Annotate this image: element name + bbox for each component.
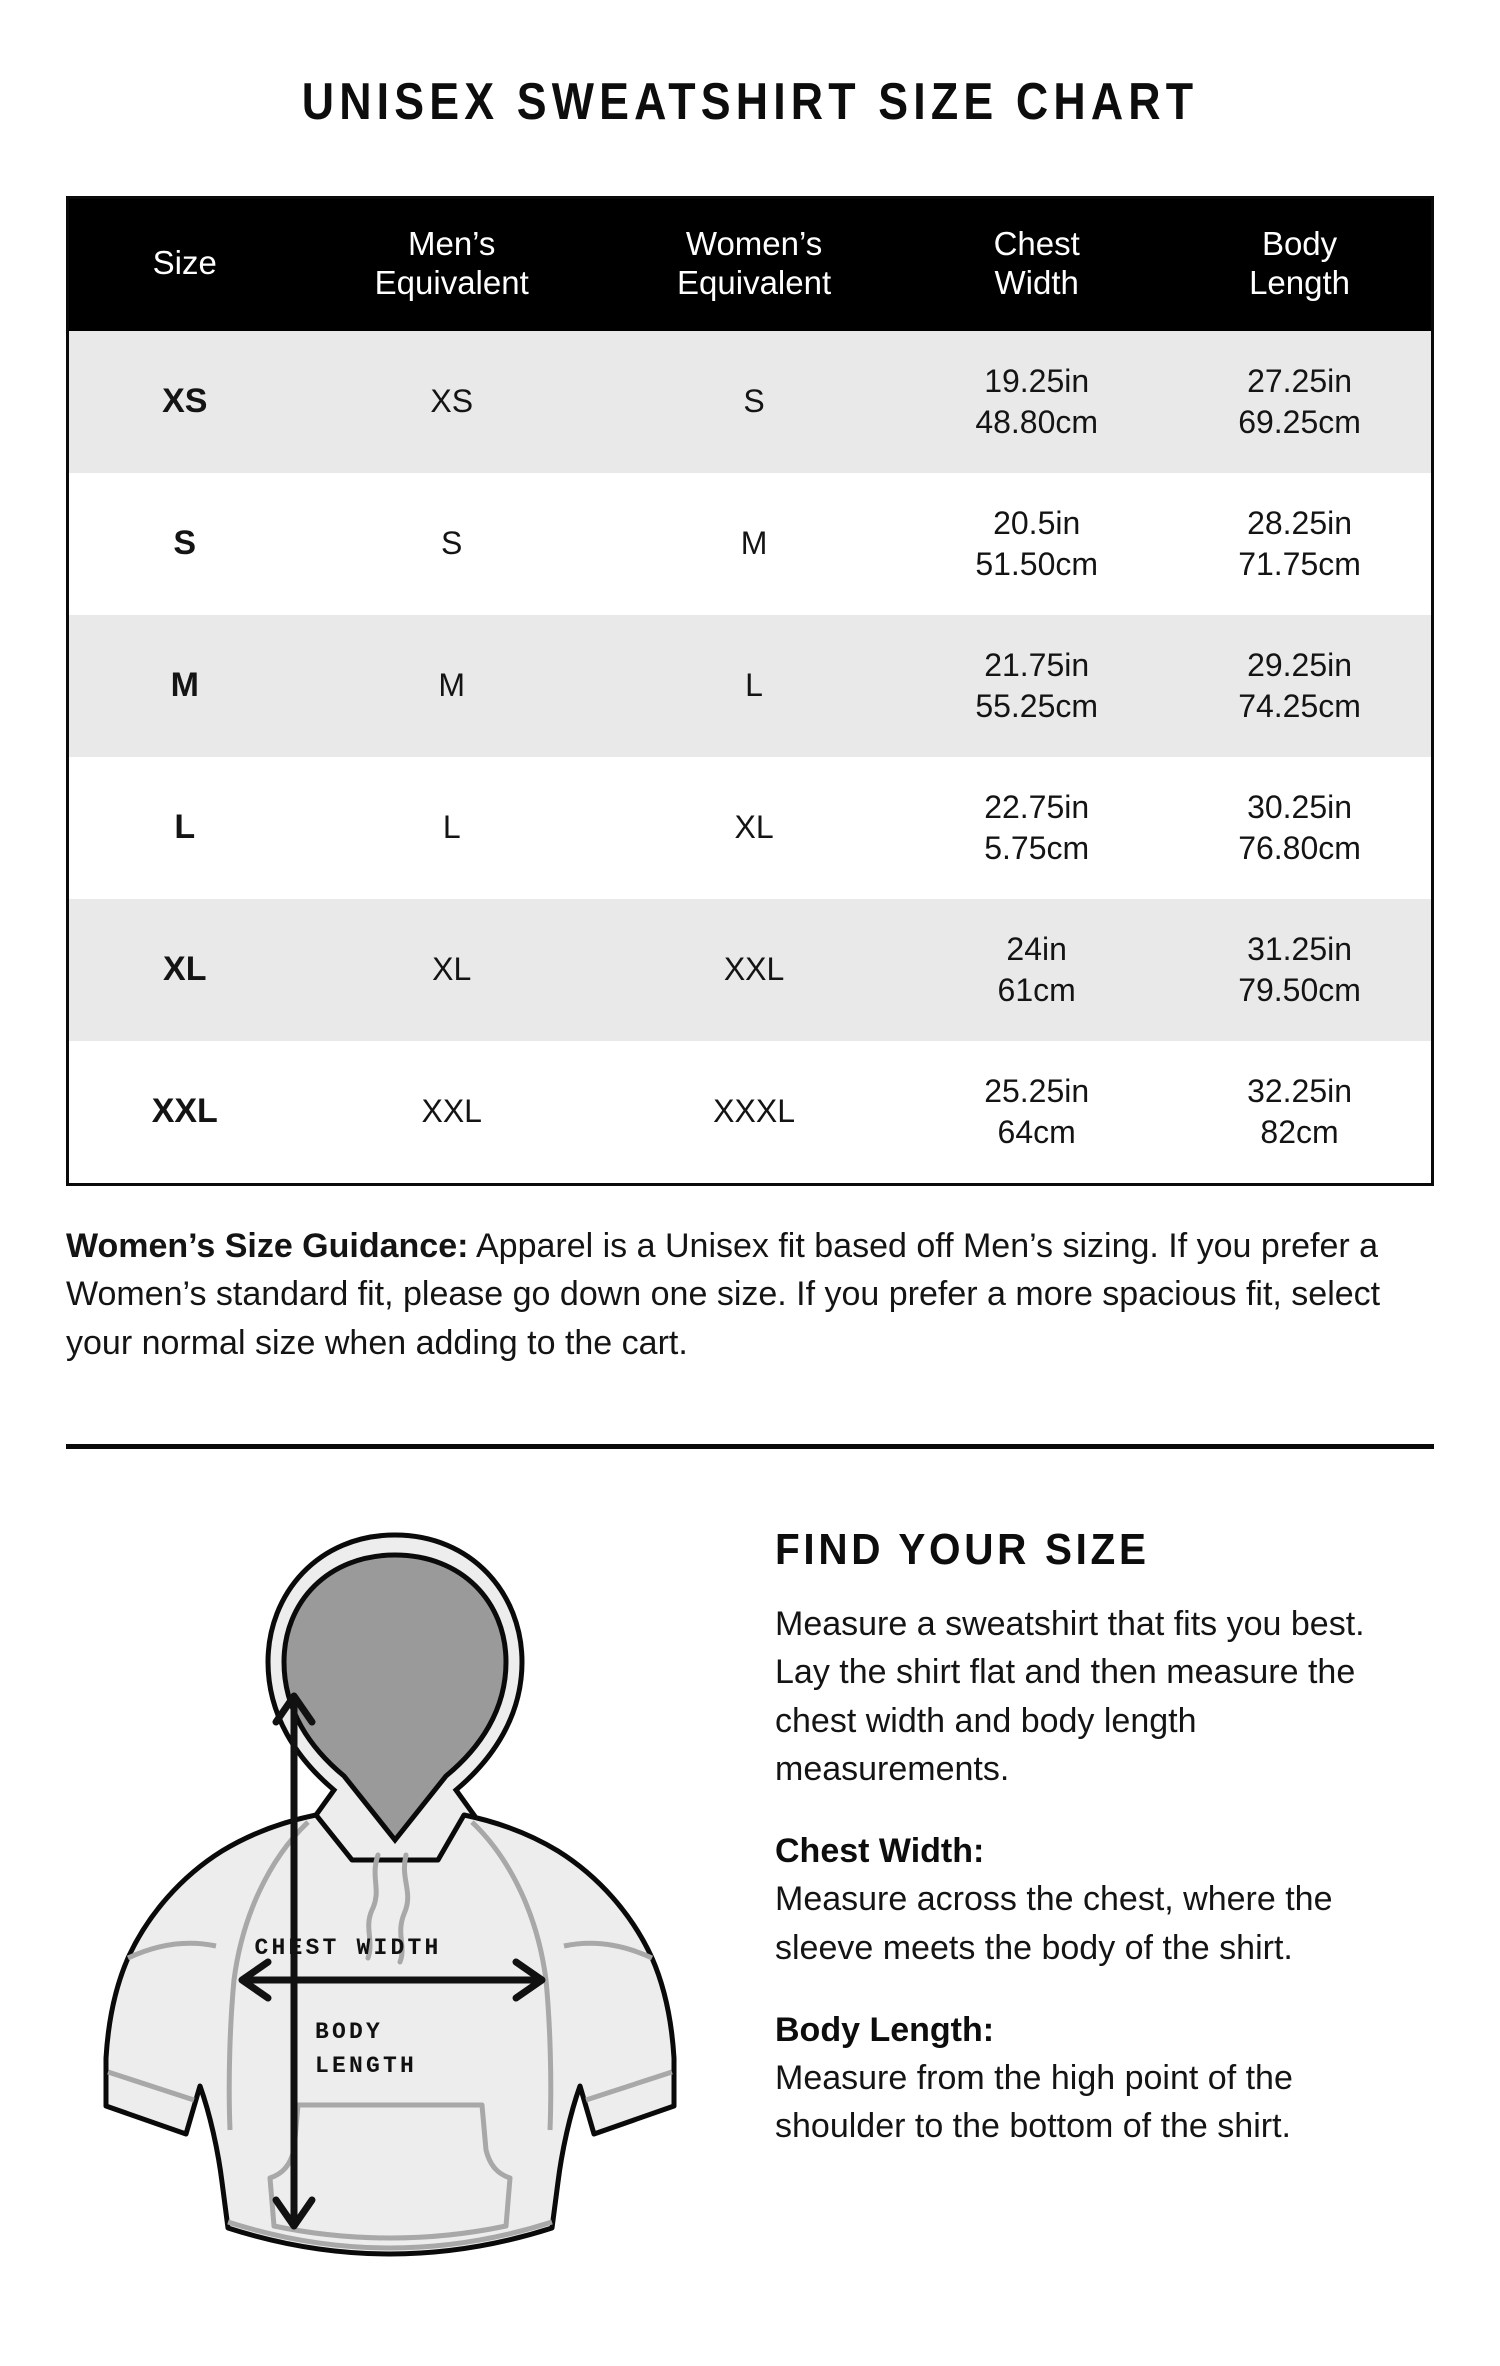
table-row bbox=[69, 473, 1431, 615]
find-your-size-heading: FIND YOUR SIZE bbox=[775, 1525, 1150, 1574]
column-header-body-line2: Length bbox=[1249, 263, 1351, 301]
cell-body-cm: 82cm bbox=[1260, 1113, 1339, 1150]
cell-chest-cm: 51.50cm bbox=[975, 545, 1099, 582]
cell-mens: XL bbox=[301, 899, 603, 1041]
body-length-label: Body Length: bbox=[775, 2010, 995, 2049]
womens-size-guidance bbox=[66, 1222, 1446, 1367]
cell-womens: XL bbox=[734, 809, 774, 846]
cell-chest-width bbox=[905, 615, 1168, 757]
table-row bbox=[69, 331, 1431, 473]
find-your-size-section bbox=[0, 1500, 1500, 2330]
cell-womens: XXL bbox=[603, 899, 905, 1041]
cell-body-length bbox=[1168, 615, 1431, 757]
page-title: UNISEX SWEATSHIRT SIZE CHART bbox=[301, 73, 1199, 131]
cell-body-inches: 28.25in bbox=[1247, 504, 1353, 541]
size-chart-table bbox=[66, 196, 1434, 1186]
cell-chest-inches: 24in bbox=[1006, 930, 1067, 967]
column-header-womens-line1: Women’s bbox=[685, 225, 823, 262]
hoodie-diagram bbox=[70, 1510, 710, 2300]
cell-mens: S bbox=[441, 525, 463, 562]
cell-body-inches: 31.25in bbox=[1247, 930, 1353, 967]
cell-chest-width bbox=[905, 473, 1168, 615]
cell-womens: L bbox=[603, 615, 905, 757]
column-header-mens-line1: Men’s bbox=[407, 225, 496, 262]
cell-body-length bbox=[1168, 473, 1431, 615]
cell-chest-inches: 25.25in bbox=[984, 1072, 1090, 1109]
table-row bbox=[69, 1041, 1431, 1183]
cell-mens: M bbox=[301, 615, 603, 757]
cell-chest-width bbox=[905, 757, 1168, 899]
cell-body-cm: 79.50cm bbox=[1238, 971, 1361, 1008]
cell-size: S bbox=[173, 524, 197, 563]
body-length-caption-line2: LENGTH bbox=[315, 2053, 418, 2079]
find-your-size-text bbox=[775, 1525, 1435, 2181]
cell-size: XS bbox=[69, 331, 301, 473]
cell-chest-inches: 21.75in bbox=[984, 646, 1090, 683]
column-header-size bbox=[69, 199, 301, 331]
column-header-chest-width bbox=[905, 199, 1168, 331]
table-row bbox=[69, 615, 1431, 757]
cell-chest-cm: 48.80cm bbox=[975, 403, 1099, 440]
cell-body-cm: 71.75cm bbox=[1238, 545, 1361, 582]
body-length-description: Measure from the high point of the shoulder to the bottom of the shirt. bbox=[775, 2059, 1293, 2146]
column-header-mens-line2: Equivalent bbox=[374, 263, 529, 301]
hood-interior bbox=[284, 1555, 506, 1840]
cell-body-inches: 29.25in bbox=[1247, 646, 1353, 683]
cell-chest-cm: 64cm bbox=[997, 1113, 1076, 1150]
cell-chest-inches: 19.25in bbox=[984, 362, 1090, 399]
womens-size-guidance-label: Women’s Size Guidance: bbox=[66, 1227, 469, 1265]
cell-mens: XXL bbox=[421, 1093, 482, 1130]
column-header-body-length bbox=[1168, 199, 1431, 331]
column-header-body-line1: Body bbox=[1261, 225, 1338, 262]
table-header-row bbox=[69, 199, 1431, 331]
cell-size: M bbox=[69, 615, 301, 757]
cell-chest-inches: 20.5in bbox=[993, 504, 1081, 541]
womens-size-guidance-text: Apparel is a Unisex fit based off Men’s sizing. If you prefer a Women’s standard fit, please go down one size. If you prefer a more spacious fit, select your normal size when adding to the cart. bbox=[66, 1227, 1381, 1362]
column-header-mens-equivalent bbox=[301, 199, 603, 331]
cell-chest-width bbox=[905, 331, 1168, 473]
cell-womens: S bbox=[603, 331, 905, 473]
find-your-size-intro: Measure a sweatshirt that fits you best. Lay the shirt flat and then measure the chest width and body length measurements. bbox=[775, 1605, 1365, 1788]
cell-chest-inches: 22.75in bbox=[984, 788, 1090, 825]
body-length-caption-line1: BODY bbox=[315, 2019, 384, 2045]
cell-chest-cm: 55.25cm bbox=[975, 687, 1099, 724]
cell-body-inches: 27.25in bbox=[1247, 362, 1353, 399]
cell-body-length bbox=[1168, 899, 1431, 1041]
cell-mens: XS bbox=[301, 331, 603, 473]
cell-body-cm: 76.80cm bbox=[1238, 829, 1361, 866]
hoodie-illustration bbox=[70, 1510, 710, 2300]
cell-body-cm: 69.25cm bbox=[1238, 403, 1361, 440]
cell-womens: XXXL bbox=[713, 1093, 795, 1130]
section-divider bbox=[66, 1444, 1434, 1449]
cell-body-cm: 74.25cm bbox=[1238, 687, 1361, 724]
table-row bbox=[69, 757, 1431, 899]
column-header-chest-line2: Width bbox=[994, 263, 1079, 301]
cell-chest-width bbox=[905, 899, 1168, 1041]
column-header-chest-line1: Chest bbox=[993, 225, 1080, 262]
cell-chest-cm: 5.75cm bbox=[984, 829, 1090, 866]
cell-chest-width bbox=[905, 1041, 1168, 1183]
column-header-womens-equivalent bbox=[603, 199, 905, 331]
cell-body-inches: 30.25in bbox=[1247, 788, 1353, 825]
table-row bbox=[69, 899, 1431, 1041]
chest-width-description: Measure across the chest, where the sleeve meets the body of the shirt. bbox=[775, 1880, 1333, 1967]
cell-mens: L bbox=[442, 809, 461, 846]
cell-body-length bbox=[1168, 1041, 1431, 1183]
cell-body-length bbox=[1168, 331, 1431, 473]
cell-chest-cm: 61cm bbox=[997, 971, 1076, 1008]
chest-width-label: Chest Width: bbox=[775, 1832, 985, 1871]
chest-width-caption: CHEST WIDTH bbox=[254, 1935, 442, 1961]
cell-size: XXL bbox=[151, 1092, 218, 1131]
cell-body-inches: 32.25in bbox=[1247, 1072, 1353, 1109]
column-header-size-line1: Size bbox=[152, 244, 217, 282]
cell-size: XL bbox=[69, 899, 301, 1041]
hoodie-body bbox=[106, 1815, 674, 2254]
column-header-womens-line2: Equivalent bbox=[677, 263, 832, 301]
cell-womens: M bbox=[740, 525, 768, 562]
cell-body-length bbox=[1168, 757, 1431, 899]
cell-size: L bbox=[174, 808, 196, 847]
